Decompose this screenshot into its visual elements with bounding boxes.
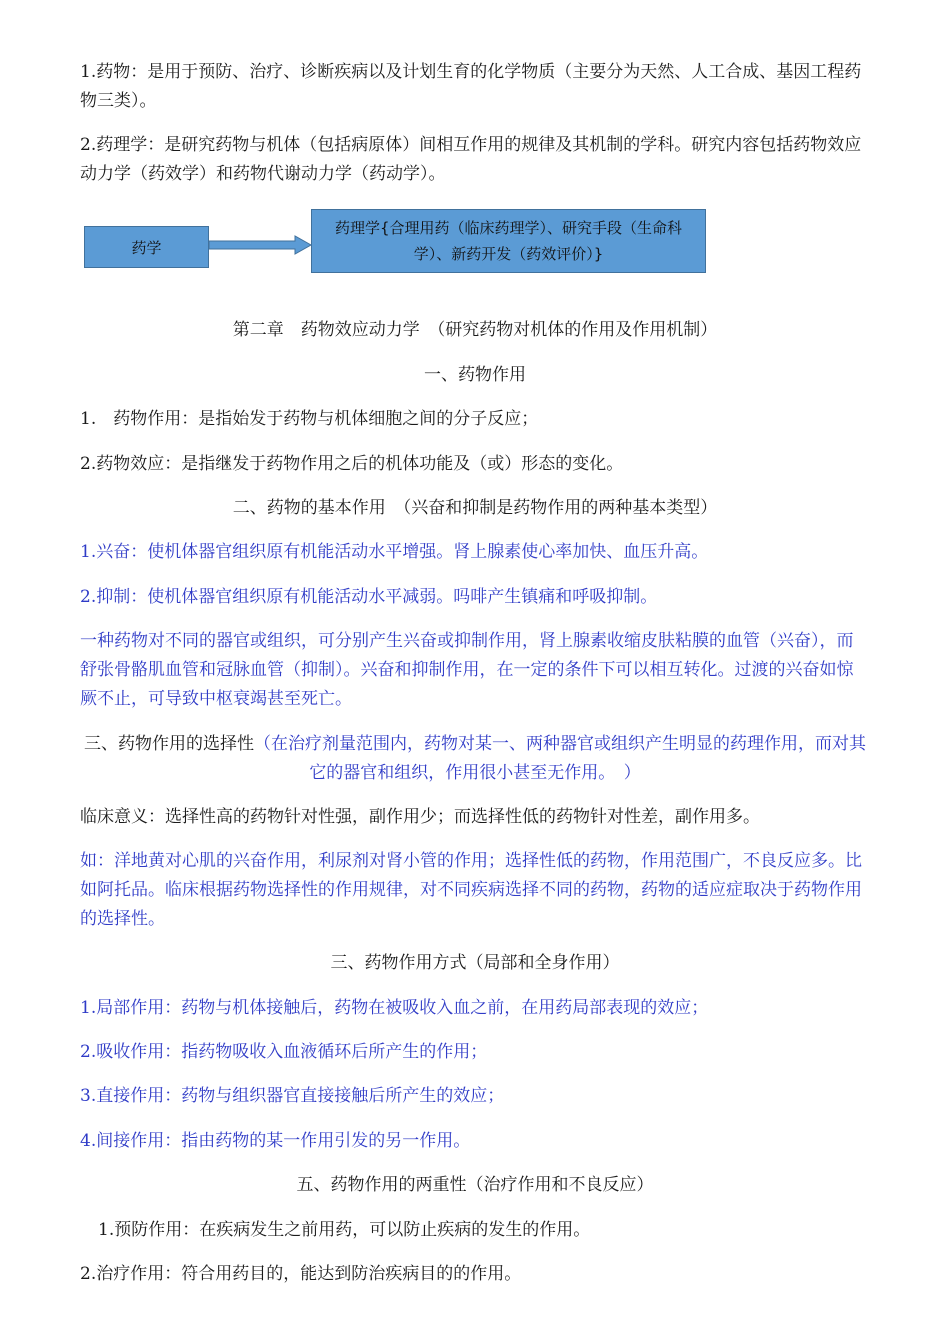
section3-heading-note: （在治疗剂量范围内，药物对某一、两种器官或组织产生明显的药理作用，而对其它的器官和组织，作用很小甚至无作用。 ）: [254, 734, 866, 783]
section5-item2: 2.治疗作用：符合用药目的，能达到防治疾病目的的作用。: [80, 1264, 522, 1284]
diagram-pharmacology-box: [311, 209, 706, 273]
section2-heading: 二、药物的基本作用 （兴奋和抑制是药物作用的两种基本类型）: [232, 498, 718, 518]
section3-heading-title: 三、药物作用的选择性: [84, 734, 254, 754]
section1-heading: 一、药物作用: [424, 365, 526, 385]
section5-heading: 五、药物作用的两重性（治疗作用和不良反应）: [296, 1175, 654, 1195]
diagram-pharmacy-label: 药学: [131, 238, 162, 257]
section4-heading: 三、药物作用方式（局部和全身作用）: [330, 953, 620, 973]
section4-item2: 2.吸收作用：指药物吸收入血液循环后所产生的作用；: [80, 1042, 488, 1062]
section3-clinical-meaning: 临床意义：选择性高的药物针对性强，副作用少；而选择性低的药物针对性差，副作用多。: [80, 807, 760, 827]
diagram-arrow-icon: [209, 235, 314, 255]
chapter-title: 第二章 药物效应动力学 （研究药物对机体的作用及作用机制）: [232, 320, 718, 340]
diagram-pharmacology-label: 药理学{合理用药（临床药理学）、研究手段（生命科学）、新药开发（药效评价）}: [334, 219, 683, 263]
section5-item1: 1.预防作用：在疾病发生之前用药，可以防止疾病的发生的作用。: [98, 1220, 591, 1240]
section4-item4: 4.间接作用：指由药物的某一作用引发的另一作用。: [80, 1131, 471, 1151]
section1-item1: 1. 药物作用：是指始发于药物与机体细胞之间的分子反应；: [80, 409, 539, 429]
intro-drug-definition: 1.药物：是用于预防、治疗、诊断疾病以及计划生育的化学物质（主要分为天然、人工合成、基因工程药物三类）。: [80, 62, 862, 111]
section4-item3: 3.直接作用：药物与组织器官直接接触后所产生的效应；: [80, 1086, 505, 1106]
section3-heading: [80, 730, 870, 788]
diagram-pharmacy-box: [84, 226, 209, 268]
section3-example: 如：洋地黄对心肌的兴奋作用，利尿剂对肾小管的作用；选择性低的药物，作用范围广，不良反应多。比如阿托品。临床根据药物选择性的作用规律，对不同疾病选择不同的药物，药物的适应症取决于药物作用的选择性。: [80, 851, 862, 929]
section2-item2: 2.抑制：使机体器官组织原有机能活动水平减弱。吗啡产生镇痛和呼吸抑制。: [80, 587, 658, 607]
section2-paragraph: 一种药物对不同的器官或组织，可分别产生兴奋或抑制作用，肾上腺素收缩皮肤粘膜的血管（兴奋），而舒张骨骼肌血管和冠脉血管（抑制）。兴奋和抑制作用，在一定的条件下可以相互转化。过渡的兴奋如惊厥不止，可导致中枢衰竭甚至死亡。: [80, 631, 854, 709]
intro-pharmacology-definition: 2.药理学：是研究药物与机体（包括病原体）间相互作用的规律及其机制的学科。研究内容包括药物效应动力学（药效学）和药物代谢动力学（药动学）。: [80, 135, 862, 184]
section2-item1: 1.兴奋：使机体器官组织原有机能活动水平增强。肾上腺素使心率加快、血压升高。: [80, 542, 709, 562]
section1-item2: 2.药物效应：是指继发于药物作用之后的机体功能及（或）形态的变化。: [80, 454, 624, 474]
section4-item1: 1.局部作用：药物与机体接触后，药物在被吸收入血之前，在用药局部表现的效应；: [80, 998, 709, 1018]
